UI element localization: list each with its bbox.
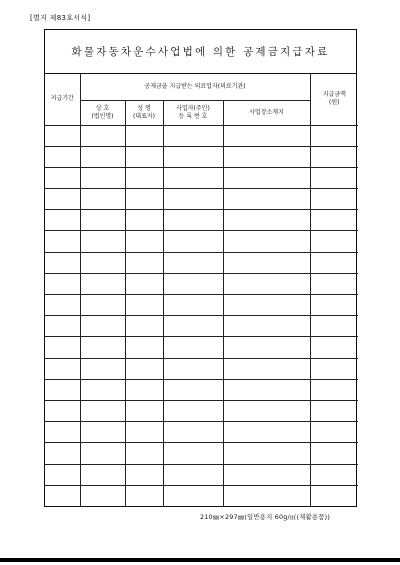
table-row	[45, 485, 358, 506]
table-cell	[223, 379, 310, 400]
table-row	[45, 422, 358, 443]
table-cell	[163, 316, 223, 337]
table-cell	[80, 295, 125, 316]
table-cell	[310, 252, 358, 273]
table-cell	[163, 379, 223, 400]
table-cell	[223, 231, 310, 252]
table-cell	[80, 231, 125, 252]
table-cell	[310, 337, 358, 358]
table-cell	[45, 295, 80, 316]
table-cell	[45, 273, 80, 294]
table-row	[45, 252, 358, 273]
table-cell	[310, 189, 358, 210]
table-cell	[310, 273, 358, 294]
table-cell	[223, 252, 310, 273]
table-cell	[125, 485, 163, 506]
table-cell	[163, 295, 223, 316]
table-cell	[45, 379, 80, 400]
table-row	[45, 358, 358, 379]
table-cell	[45, 337, 80, 358]
table-cell	[310, 316, 358, 337]
form-title: 화물자동차운수사업법에 의한 공제금지급자료	[71, 46, 330, 58]
table-cell	[125, 146, 163, 167]
header-amount-label: 지급금액	[322, 91, 346, 99]
subheader-registration-number: 사업자(주민) 등 록 번 호	[163, 100, 223, 125]
table-cell	[163, 443, 223, 464]
table-cell	[223, 400, 310, 421]
header-payment-amount	[310, 74, 358, 125]
table-cell	[80, 125, 125, 146]
table-cell	[125, 337, 163, 358]
subheader-representative: 성 명 (대표자)	[125, 100, 163, 125]
table-cell	[125, 422, 163, 443]
table-cell	[223, 337, 310, 358]
table-cell	[163, 485, 223, 506]
table-cell	[45, 167, 80, 188]
table-row	[45, 210, 358, 231]
table-cell	[80, 485, 125, 506]
table-cell	[80, 210, 125, 231]
table-row	[45, 400, 358, 421]
table-row	[45, 125, 358, 146]
table-cell	[223, 146, 310, 167]
page-bottom-bar	[0, 558, 400, 562]
table-cell	[310, 146, 358, 167]
table-row	[45, 337, 358, 358]
table-cell	[223, 316, 310, 337]
table-cell	[45, 146, 80, 167]
table-cell	[125, 210, 163, 231]
table-cell	[80, 316, 125, 337]
table-cell	[163, 231, 223, 252]
form-number: [별지 제83호서식]	[30, 14, 91, 22]
table-cell	[223, 422, 310, 443]
table-cell	[45, 485, 80, 506]
table-cell	[310, 125, 358, 146]
table-cell	[163, 273, 223, 294]
header-medical-provider: 공제금을 지급받는 의료업자(의료기관)	[80, 74, 310, 100]
table-cell	[80, 400, 125, 421]
table-body	[45, 125, 358, 506]
table-cell	[310, 422, 358, 443]
table-cell	[310, 295, 358, 316]
subheader-business-name: 상 호 (법인명)	[80, 100, 125, 125]
title-row	[45, 30, 356, 74]
payment-table	[45, 74, 358, 506]
table-row	[45, 464, 358, 485]
header-amount-unit: (원)	[329, 99, 340, 107]
table-cell	[125, 167, 163, 188]
table-cell	[45, 464, 80, 485]
table-cell	[125, 189, 163, 210]
table-cell	[45, 125, 80, 146]
table-row	[45, 231, 358, 252]
table-cell	[45, 316, 80, 337]
table-cell	[125, 295, 163, 316]
header-payment-period: 지급기간	[45, 74, 80, 125]
table-cell	[163, 167, 223, 188]
table-cell	[45, 210, 80, 231]
table-row	[45, 273, 358, 294]
table-cell	[80, 464, 125, 485]
table-cell	[310, 231, 358, 252]
table-cell	[80, 189, 125, 210]
table-cell	[163, 189, 223, 210]
table-cell	[310, 167, 358, 188]
paper-spec: 210㎜×297㎜(일반용지 60g/㎡(재활용품))	[200, 513, 331, 521]
table-cell	[223, 125, 310, 146]
table-cell	[163, 146, 223, 167]
form-frame	[44, 29, 357, 507]
table-cell	[310, 400, 358, 421]
table-row	[45, 379, 358, 400]
table-cell	[163, 125, 223, 146]
subheader-business-address: 사업장소재지	[223, 100, 310, 125]
table-cell	[310, 485, 358, 506]
table-cell	[223, 295, 310, 316]
table-cell	[223, 189, 310, 210]
table-cell	[80, 273, 125, 294]
table-cell	[80, 379, 125, 400]
table-row	[45, 316, 358, 337]
table-cell	[45, 189, 80, 210]
table-row	[45, 443, 358, 464]
table-row	[45, 189, 358, 210]
table-cell	[310, 210, 358, 231]
table-row	[45, 146, 358, 167]
table-cell	[223, 167, 310, 188]
table-cell	[163, 422, 223, 443]
table-cell	[223, 273, 310, 294]
table-cell	[125, 443, 163, 464]
table-cell	[125, 252, 163, 273]
table-cell	[45, 231, 80, 252]
table-cell	[125, 464, 163, 485]
table-cell	[163, 252, 223, 273]
table-cell	[125, 316, 163, 337]
table-cell	[45, 443, 80, 464]
table-cell	[80, 443, 125, 464]
table-cell	[310, 443, 358, 464]
table-row	[45, 295, 358, 316]
table-cell	[223, 210, 310, 231]
table-cell	[80, 167, 125, 188]
table-cell	[163, 337, 223, 358]
table-cell	[45, 252, 80, 273]
table-cell	[125, 273, 163, 294]
table-cell	[45, 422, 80, 443]
table-row	[45, 167, 358, 188]
table-cell	[125, 379, 163, 400]
table-cell	[223, 485, 310, 506]
table-cell	[80, 358, 125, 379]
table-cell	[163, 464, 223, 485]
table-cell	[223, 464, 310, 485]
table-cell	[163, 400, 223, 421]
table-cell	[80, 252, 125, 273]
table-cell	[125, 400, 163, 421]
table-cell	[310, 464, 358, 485]
table-cell	[163, 210, 223, 231]
table-cell	[163, 358, 223, 379]
table-cell	[125, 231, 163, 252]
table-cell	[45, 358, 80, 379]
table-cell	[80, 337, 125, 358]
table-cell	[310, 358, 358, 379]
table-cell	[310, 379, 358, 400]
table-cell	[223, 358, 310, 379]
table-cell	[223, 443, 310, 464]
table-cell	[45, 400, 80, 421]
table-cell	[80, 146, 125, 167]
table-cell	[125, 358, 163, 379]
table-cell	[125, 125, 163, 146]
table-cell	[80, 422, 125, 443]
